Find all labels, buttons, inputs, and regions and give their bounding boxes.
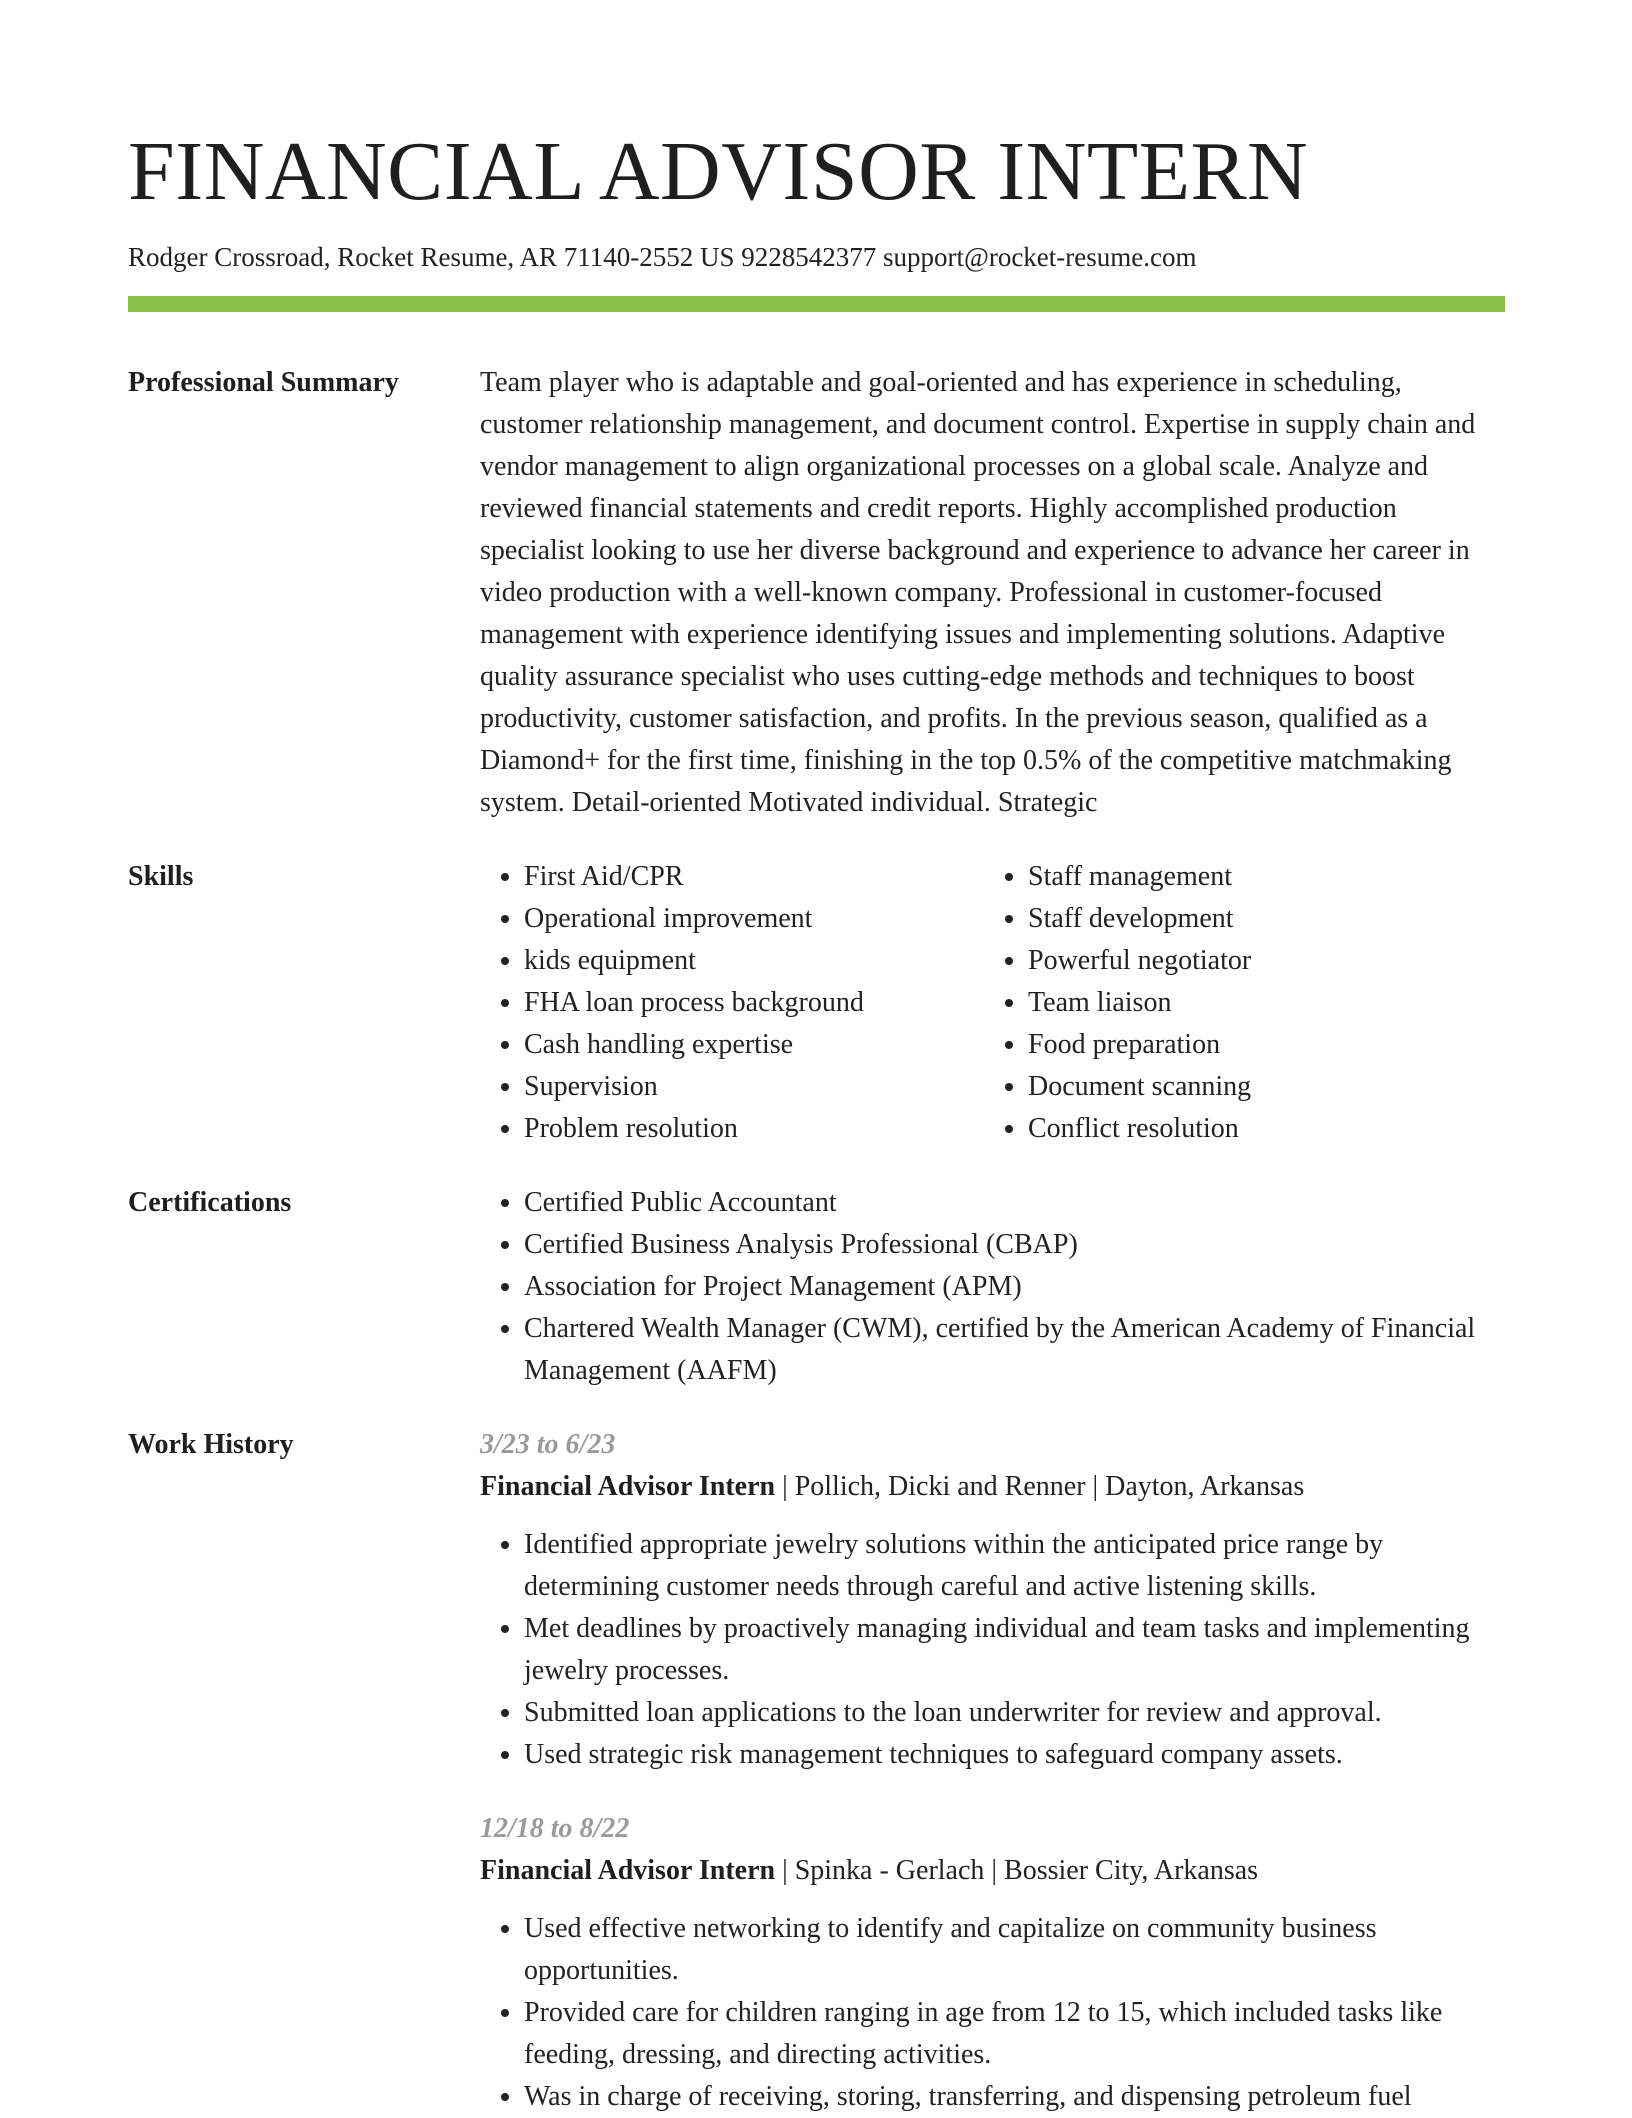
job-title: Financial Advisor Intern — [480, 1855, 776, 1886]
job-bullet-list — [480, 1908, 1505, 2118]
accent-divider — [128, 296, 1505, 312]
skill-item: • Food preparation — [1028, 1024, 1488, 1066]
job-bullet: • Identified appropriate jewelry solutions within the anticipated price range by determining customer needs through careful and active listening skills. — [524, 1524, 1505, 1608]
job-heading — [480, 1466, 1505, 1508]
summary-text: Team player who is adaptable and goal-oriented and has experience in scheduling, customer relationship management, and document control. Expertise in supply chain and vendor management to align organizational processes on a global scale. Analyze and reviewed financial statements and credit reports. Highly accomplished production specialist looking to use her diverse background and experience to advance her career in video production with a well-known company. Professional in customer-focused management with experience identifying issues and implementing solutions. Adaptive quality assurance specialist who uses cutting-edge methods and techniques to boost productivity, customer satisfaction, and profits. In the previous season, qualified as a Diamond+ for the first time, finishing in the top 0.5% of the competitive matchmaking system. Detail-oriented Motivated individual. Strategic — [480, 367, 1476, 818]
skill-item: • Staff management — [1028, 856, 1488, 898]
job-bullet: • Provided care for children ranging in age from 12 to 15, which included tasks like feeding, dressing, and directing activities. — [524, 1992, 1505, 2076]
skills-list-right — [984, 856, 1488, 1150]
professional-summary-section — [128, 362, 1505, 824]
certification-item: • Certified Public Accountant — [524, 1182, 1505, 1224]
skill-item: • Staff development — [1028, 898, 1488, 940]
resume-header — [128, 118, 1505, 312]
skill-item: • Problem resolution — [524, 1108, 984, 1150]
skills-list-left — [480, 856, 984, 1150]
skills-section — [128, 856, 1505, 1150]
skill-item: • Powerful negotiator — [1028, 940, 1488, 982]
skill-item: • kids equipment — [524, 940, 984, 982]
skill-item: • Supervision — [524, 1066, 984, 1108]
work-history-section — [128, 1424, 1505, 2118]
skill-item: • Cash handling expertise — [524, 1024, 984, 1066]
skill-item: • Conflict resolution — [1028, 1108, 1488, 1150]
job-bullet: • Used strategic risk management techniques to safeguard company assets. — [524, 1734, 1505, 1776]
skill-item: • Team liaison — [1028, 982, 1488, 1024]
job-employer-location: | Spinka - Gerlach | Bossier City, Arkansas — [775, 1855, 1259, 1886]
section-label-certifications: Certifications — [128, 1187, 292, 1218]
job-bullet: • Was in charge of receiving, storing, transferring, and dispensing petroleum fuel — [524, 2076, 1505, 2118]
job-dates: 12/18 to 8/22 — [480, 1813, 630, 1844]
section-label-skills: Skills — [128, 861, 194, 892]
job-bullet: • Met deadlines by proactively managing individual and team tasks and implementing jewelry processes. — [524, 1608, 1505, 1692]
job-title: Financial Advisor Intern — [480, 1471, 776, 1502]
job-bullet: • Submitted loan applications to the loan underwriter for review and approval. — [524, 1692, 1505, 1734]
job-bullet: • Used effective networking to identify and capitalize on community business opportunities. — [524, 1908, 1505, 1992]
job-heading — [480, 1850, 1505, 1892]
skill-item: • First Aid/CPR — [524, 856, 984, 898]
certification-item: • Certified Business Analysis Professional (CBAP) — [524, 1224, 1505, 1266]
section-label-professional-summary: Professional Summary — [128, 367, 399, 398]
skill-item: • FHA loan process background — [524, 982, 984, 1024]
resume-page — [128, 118, 1505, 2118]
job-entry — [480, 1808, 1505, 2118]
candidate-title: FINANCIAL ADVISOR INTERN — [128, 125, 1309, 218]
job-employer-location: | Pollich, Dicki and Renner | Dayton, Arkansas — [775, 1471, 1305, 1502]
skill-item: • Operational improvement — [524, 898, 984, 940]
contact-info: Rodger Crossroad, Rocket Resume, AR 71140-2552 US 9228542377 support@rocket-resume.com — [128, 242, 1197, 272]
job-bullet-list — [480, 1524, 1505, 1776]
certification-item: • Association for Project Management (APM) — [524, 1266, 1505, 1308]
section-label-work-history: Work History — [128, 1429, 294, 1460]
skill-item: • Document scanning — [1028, 1066, 1488, 1108]
job-dates: 3/23 to 6/23 — [480, 1429, 616, 1460]
certification-item: • Chartered Wealth Manager (CWM), certified by the American Academy of Financial Management (AAFM) — [524, 1308, 1505, 1392]
job-entry — [480, 1424, 1505, 1776]
certifications-section — [128, 1182, 1505, 1392]
certifications-list — [480, 1182, 1505, 1392]
